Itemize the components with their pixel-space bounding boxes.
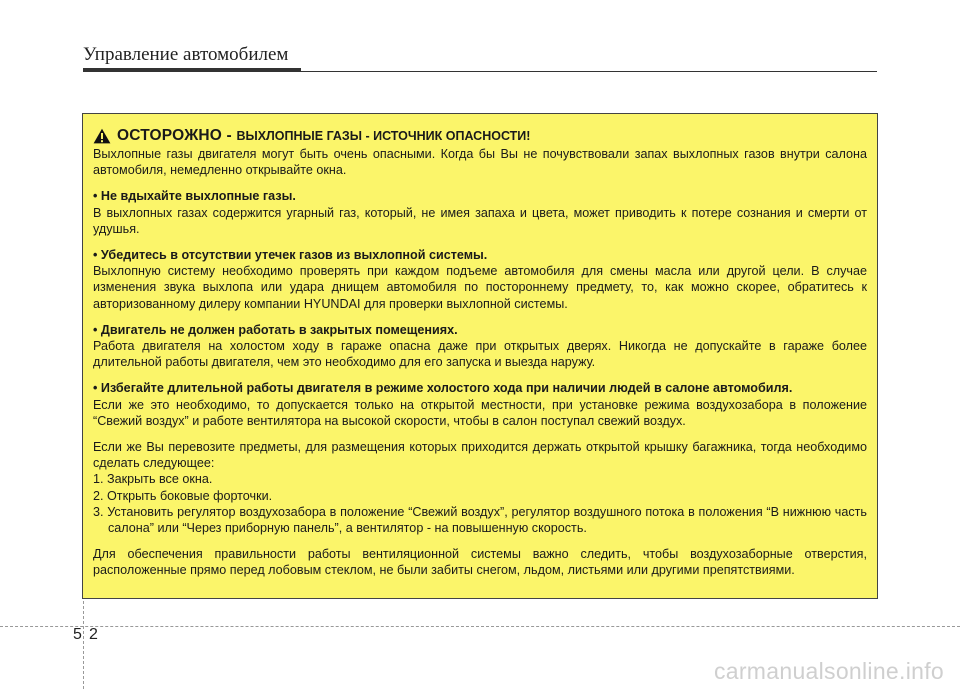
- section-1-heading: • Не вдыхайте выхлопные газы.: [93, 189, 296, 204]
- watermark-text: carmanualsonline.info: [713, 658, 944, 684]
- page-header-title: Управление автомобилем: [83, 44, 289, 65]
- header-rule: [83, 71, 877, 72]
- section-4-heading: • Избегайте длительной работы двигателя в режиме холостого хода при наличии людей в салоне автомобиля.: [93, 381, 793, 396]
- section-3-body: Работа двигателя на холостом ходу в гараже опасна даже при открытых дверях. Никогда не допускайте в гараже более длительной работы двигателя, чем это необходимо для его запуска и выезда наружу.: [93, 339, 867, 370]
- warning-intro: Выхлопные газы двигателя могут быть очень опасными. Когда бы Вы не почувствовали запах выхлопных газов внутри салона автомобиля, немедленно открывайте окна.: [93, 147, 867, 178]
- page-number-page: 2: [89, 626, 98, 643]
- section-2-heading: • Убедитесь в отсутствии утечек газов из выхлопной системы.: [93, 248, 488, 263]
- section-4-body: Если же это необходимо, то допускается только на открытой местности, при установке режима воздухозабора в положение “Свежий воздух” и работе вентилятора на высокой скорости, чтобы в салон поступал свежий воздух.: [93, 397, 867, 428]
- section-5-body: Если же Вы перевозите предметы, для размещения которых приходится держать открытой крышку багажника, тогда необходимо сделать следующее:: [93, 440, 867, 471]
- footer-rule: [0, 626, 960, 627]
- warning-triangle-icon: [93, 128, 111, 144]
- warning-title-caution: ОСТОРОЖНО -: [117, 127, 237, 144]
- section-6-body: Для обеспечения правильности работы вентиляционной системы важно следить, чтобы воздухозаборные отверстия, расположенные прямо перед лобовым стеклом, не были забиты снегом, льдом, листьями или другими препятствиями.: [93, 547, 867, 578]
- section-3-heading: • Двигатель не должен работать в закрытых помещениях.: [93, 322, 458, 337]
- page-number-chapter: 5: [73, 626, 82, 643]
- warning-box: [82, 113, 878, 599]
- section-1-body: В выхлопных газах содержится угарный газ, который, не имея запаха и цвета, может приводить к потере сознания и смерти от удушья.: [93, 205, 867, 236]
- list-item: 3. Установить регулятор воздухозабора в положение “Свежий воздух”, регулятор воздушного потока в положения “В нижнюю часть салона” или “Через приборную панель”, а вентилятор - на повышенную скорость.: [93, 504, 867, 536]
- list-item: 1. Закрыть все окна.: [93, 472, 213, 487]
- warning-title-subject: ВЫХЛОПНЫЕ ГАЗЫ - ИСТОЧНИК ОПАСНОСТИ!: [236, 129, 531, 143]
- section-2-body: Выхлопную систему необходимо проверять при каждом подъеме автомобиля для смены масла или другой цели. В случае изменения звука выхлопа или удара днищем автомобиля по постороннему предмету, то, как можно скорее, обратитесь к авторизованному дилеру компании HYUNDAI для проверки выхлопной системы.: [93, 264, 867, 311]
- footer-divider: [83, 601, 84, 689]
- warning-title: [93, 127, 867, 145]
- list-item: 2. Открыть боковые форточки.: [93, 488, 273, 503]
